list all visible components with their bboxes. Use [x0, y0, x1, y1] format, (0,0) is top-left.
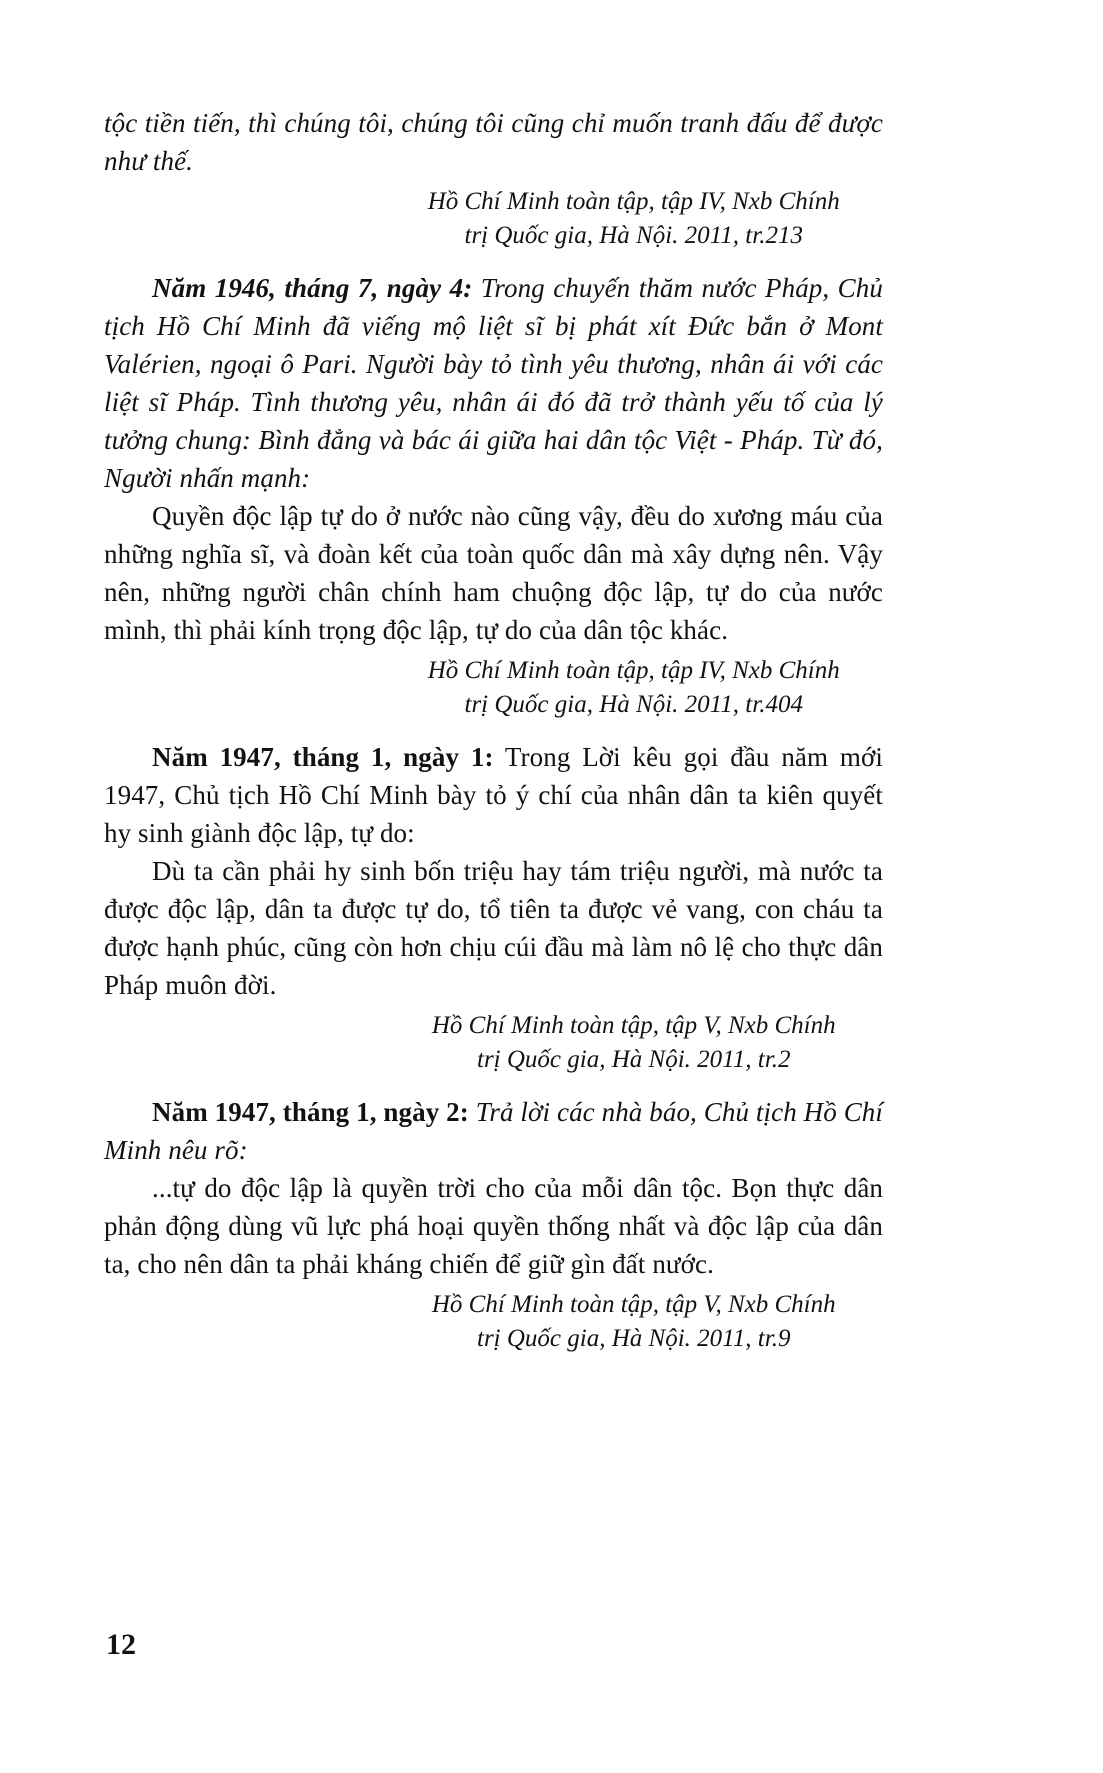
entry-quote: Quyền độc lập tự do ở nước nào cũng vậy, đều do xương máu của những nghĩa sĩ, và đoàn kết của toàn quốc dân mà xây dựng nên. Vậy nên, những người chân chính ham chuộng độc lập, tự do của nước mình, thì phải kính trọng độc lập, tự do của dân tộc khác.	[104, 501, 883, 645]
entry-date-heading: Năm 1947, tháng 1, ngày 1:	[152, 742, 494, 772]
entry-intro-text: Trong chuyến thăm nước Pháp, Chủ tịch Hồ Chí Minh đã viếng mộ liệt sĩ bị phát xít Đức bắn ở Mont Valérien, ngoại ô Pari. Người bày tỏ tình yêu thương, nhân ái với các liệt sĩ Pháp. Tình thương yêu, nhân ái đó đã trở thành yếu tố của lý tưởng chung: Bình đẳng và bác ái giữa hai dân tộc Việt - Pháp. Từ đó, Người nhấn mạnh:	[104, 273, 883, 493]
citation-line: Hồ Chí Minh toàn tập, tập IV, Nxb Chính	[427, 188, 840, 215]
entry-intro-text: Trong Lời kêu gọi đầu năm mới 1947, Chủ tịch Hồ Chí Minh bày tỏ ý chí của nhân dân ta kiên quyết hy sinh giành độc lập, tự do:	[104, 742, 883, 848]
citation-line: trị Quốc gia, Hà Nội. 2011, tr.213	[464, 222, 803, 249]
entry-paragraph	[104, 269, 883, 497]
citation-block	[384, 654, 883, 722]
page-content	[104, 104, 883, 1372]
page-number: 12	[106, 1628, 136, 1661]
carryover-paragraph: tộc tiền tiến, thì chúng tôi, chúng tôi cũng chỉ muốn tranh đấu để được như thế.	[104, 108, 883, 176]
citation-line: Hồ Chí Minh toàn tập, tập V, Nxb Chính	[431, 1012, 836, 1039]
entry-intro-text: Trả lời các nhà báo, Chủ tịch Hồ Chí Minh nêu rõ:	[104, 1097, 884, 1165]
entry-date-heading: Năm 1946, tháng 7, ngày 4:	[152, 273, 473, 303]
citation-block	[384, 1288, 883, 1356]
entry-date-heading: Năm 1947, tháng 1, ngày 2:	[152, 1097, 469, 1127]
entry-paragraph	[104, 1093, 883, 1169]
entry-quote: Dù ta cần phải hy sinh bốn triệu hay tám triệu người, mà nước ta được độc lập, dân ta được tự do, tổ tiên ta được vẻ vang, con cháu ta được hạnh phúc, cũng còn hơn chịu cúi đầu mà làm nô lệ cho thực dân Pháp muôn đời.	[104, 856, 883, 1000]
citation-line: trị Quốc gia, Hà Nội. 2011, tr.2	[477, 1046, 791, 1073]
section-1946-07-04	[104, 269, 883, 722]
citation-line: trị Quốc gia, Hà Nội. 2011, tr.404	[464, 691, 803, 718]
section-1947-01-02	[104, 1093, 883, 1356]
citation-block	[384, 1009, 883, 1077]
section-1947-01-01	[104, 738, 883, 1077]
citation-line: Hồ Chí Minh toàn tập, tập V, Nxb Chính	[431, 1291, 836, 1318]
entry-quote: ...tự do độc lập là quyền trời cho của mỗi dân tộc. Bọn thực dân phản động dùng vũ lực phá hoại quyền thống nhất và độc lập của dân ta, cho nên dân ta phải kháng chiến để giữ gìn đất nước.	[104, 1173, 883, 1279]
entry-paragraph	[104, 738, 883, 852]
citation-block	[384, 185, 883, 253]
citation-line: trị Quốc gia, Hà Nội. 2011, tr.9	[477, 1325, 791, 1352]
citation-line: Hồ Chí Minh toàn tập, tập IV, Nxb Chính	[427, 657, 840, 684]
